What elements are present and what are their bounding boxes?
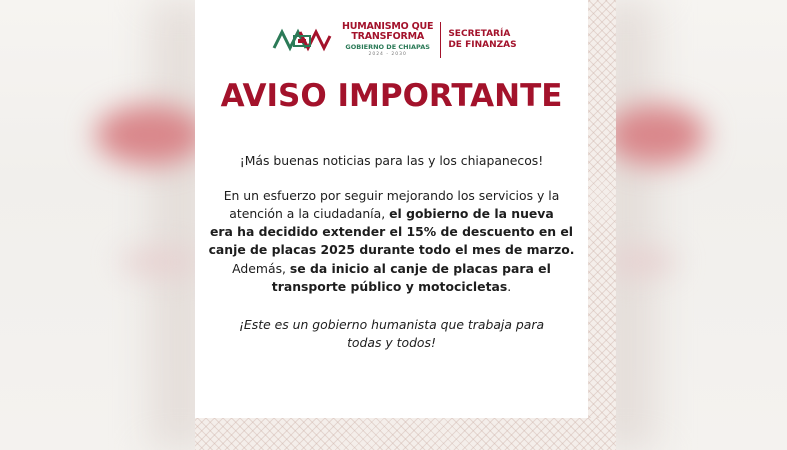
discount-line3	[195, 223, 588, 241]
notice-poster	[195, 0, 616, 450]
logo-line1: HUMANISMO QUE	[342, 21, 434, 32]
background-blur-red	[95, 105, 195, 165]
plates-line2-bold: transporte público y motocicletas	[271, 279, 508, 294]
closing-line1: ¡Este es un gobierno humanista que trabaja para	[238, 317, 545, 332]
plates-line2-normal: .	[507, 279, 512, 294]
background-blur-pink	[120, 250, 195, 274]
chiapas-logo-icon	[270, 22, 334, 58]
secretaria-line2: DE FINANZAS	[448, 40, 517, 50]
background-shade	[150, 0, 195, 450]
decorative-pattern-bottom	[195, 418, 616, 450]
closing-paragraph	[195, 316, 588, 352]
plates-line1	[195, 260, 588, 278]
logo-gobierno: GOBIERNO DE CHIAPAS	[345, 43, 430, 51]
decorative-pattern-right	[588, 0, 616, 450]
notice-title: AVISO IMPORTANTE	[220, 78, 563, 114]
discount-line1: En un esfuerzo por seguir mejorando los servicios y la	[223, 188, 560, 203]
background-blur-pink	[616, 250, 676, 274]
discount-line2-bold: el gobierno de la nueva	[389, 206, 554, 221]
blurred-background-right	[616, 0, 787, 450]
plates-line1-normal: Además,	[232, 261, 290, 276]
discount-line4-bold: canje de placas 2025 durante todo el mes de marzo.	[208, 242, 575, 257]
plates-line1-bold: se da inicio al canje de placas para el	[289, 261, 551, 276]
secretaria-label	[448, 29, 516, 51]
discount-line2-normal: atención a la ciudadanía,	[229, 206, 390, 221]
discount-line3-bold: era ha decidido extender el 15% de descuento en el	[209, 224, 574, 239]
discount-paragraph	[195, 187, 588, 259]
background-shade	[616, 0, 656, 450]
poster-header	[270, 20, 517, 60]
secretaria-line1: SECRETARÍA	[448, 29, 511, 39]
logo-wordmark	[342, 22, 433, 58]
logo-divider	[440, 22, 441, 58]
discount-line4	[195, 241, 588, 259]
plates-line2	[195, 278, 588, 296]
background-blur-red	[616, 105, 706, 165]
blurred-background-left	[0, 0, 195, 450]
discount-line2	[195, 205, 588, 223]
logo-line2: TRANSFORMA	[351, 31, 424, 42]
intro-paragraph: ¡Más buenas noticias para las y los chiapanecos!	[239, 153, 544, 168]
plates-paragraph	[195, 260, 588, 296]
logo-years: 2024 - 2030	[368, 52, 407, 57]
closing-line2: todas y todos!	[347, 335, 436, 350]
